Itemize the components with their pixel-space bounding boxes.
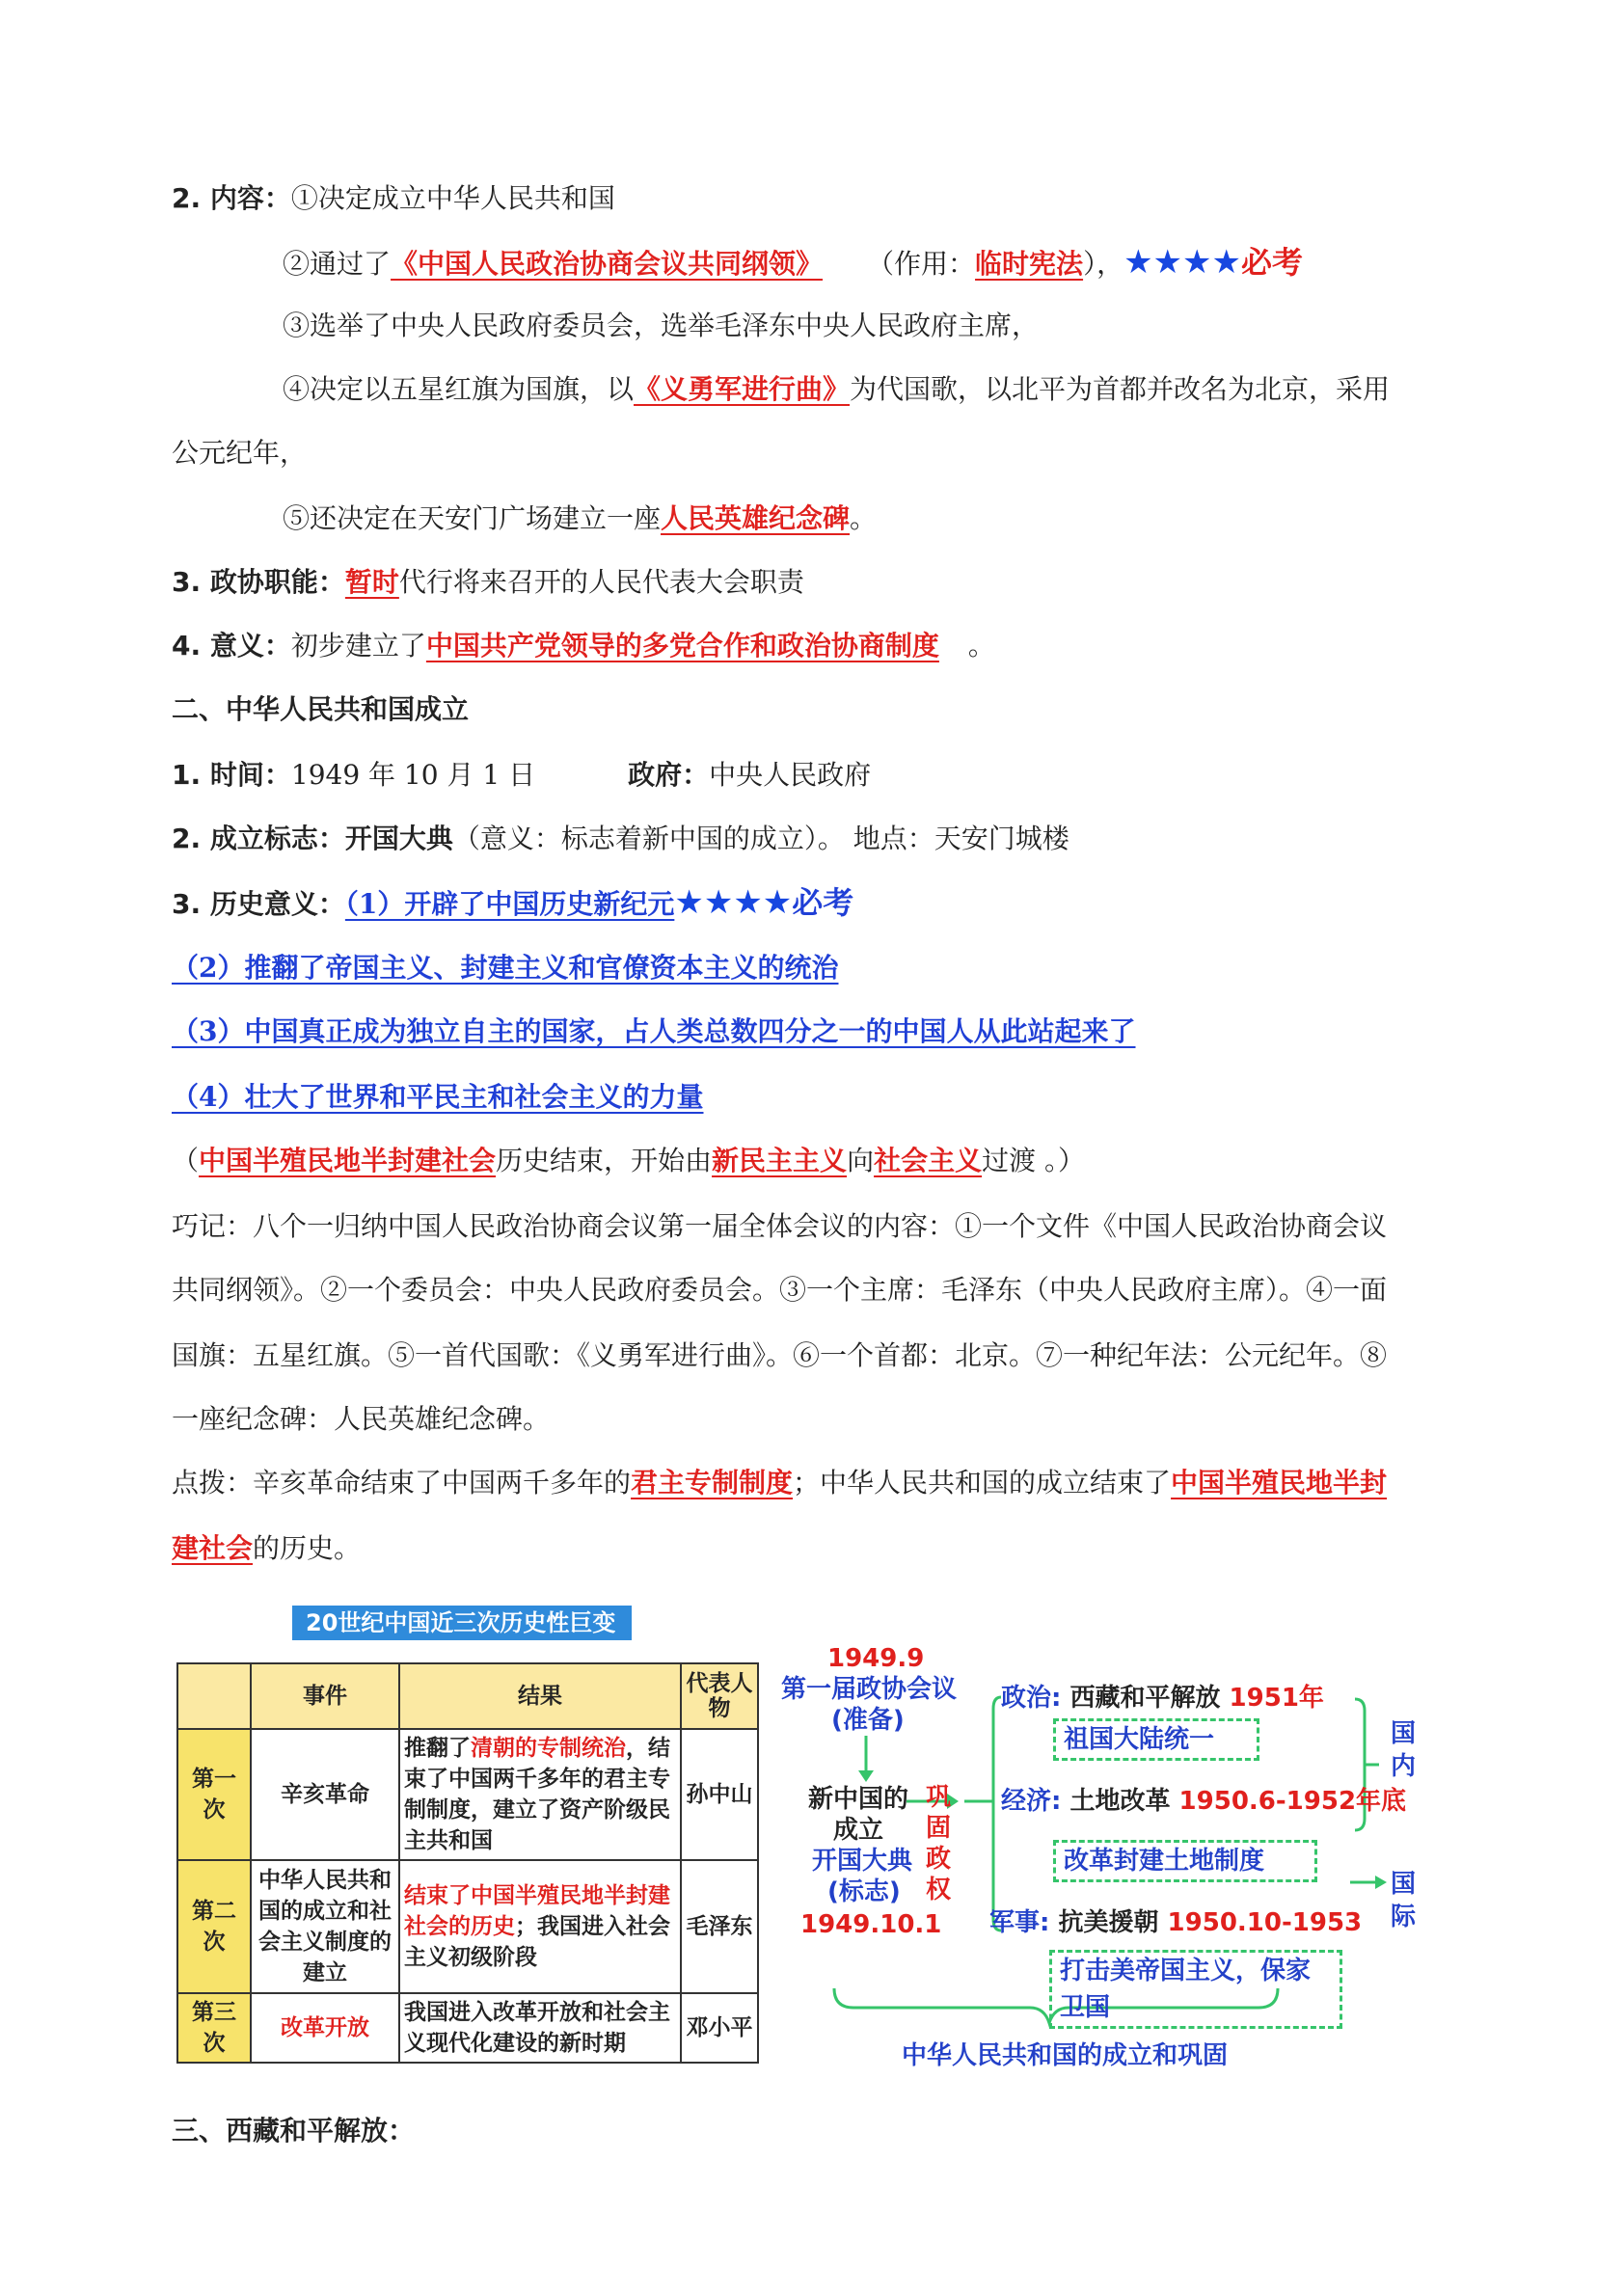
table-title: 20世纪中国近三次历史性巨变 [292,1606,632,1640]
date-1949-9: 1949.9 [827,1644,925,1673]
section-3-title: 三、西藏和平解放： [172,2115,416,2146]
domestic-label: 国 [1391,1719,1417,1748]
tip-line-1: 巧记：八个一归纳中国人民政治协商会议第一届全体会议的内容：①一个文件《中国人民政治协商会议 [172,1210,1388,1242]
international-label: 国 [1391,1870,1417,1899]
first-cppcc: 第一届政协会议 [781,1675,958,1704]
historical-significance: 3. 历史意义：（1）开辟了中国历史新纪元★★★★必考 [172,883,854,922]
significance-point-1: （1）开辟了中国历史新纪元 [344,888,675,920]
diagram-caption: 中华人民共和国的成立和巩固 [902,2041,1229,2070]
note-line-1: 点拨：辛亥革命结束了中国两千多年的君主专制制度；中华人民共和国的成立结束了中国半殖民地半封 [172,1467,1388,1498]
must-test-badge: 必考 [792,884,854,921]
monument-name: 人民英雄纪念碑 [661,502,851,534]
common-program-title: 《中国人民政治协商会议共同纲领》 [391,248,824,280]
significance-point-2: （2）推翻了帝国主义、封建主义和官僚资本主义的统治 [172,952,839,984]
founding-time: 1. 时间：1949 年 10 月 1 日 政府：中央人民政府 [172,759,872,791]
table-row: 第二次 中华人民共和国的成立和社会主义制度的建立 结束了中国半殖民地半封建社会的历史；我国进入社会主义初级阶段 毛泽东 [177,1860,758,1993]
military-row: 军事: 抗美援朝 1950.10-1953 [989,1908,1363,1937]
content-line-4-cont: 公元纪年， [172,437,308,469]
must-test-badge: 必考 [1241,244,1304,281]
cppcc-function: 3. 政协职能：暂时代行将来召开的人民代表大会职责 [172,566,804,598]
resist-us-box: 打击美帝国主义，保家卫国 [1049,1950,1342,2029]
tip-line-3: 国旗：五星红旗。⑤一首代国歌：《义勇军进行曲》。⑥一个首都：北京。⑦一种纪年法：公元纪年。⑧ [172,1339,1388,1371]
economy-row: 经济: 土地改革 1950.6-1952年底 [1001,1787,1407,1816]
content-line-2: ②通过了《中国人民政治协商会议共同纲领》 （作用：临时宪法），★★★★必考 [283,243,1304,282]
content-line-4: ④决定以五星红旗为国旗，以《义勇军进行曲》为代国歌，以北平为首都并改名为北京，采用 [283,373,1391,405]
star-rating-icon: ★★★★ [674,883,793,922]
anthem-title: 《义勇军进行曲》 [634,373,851,405]
provisional-constitution: 临时宪法 [975,248,1084,280]
tip-line-2: 共同纲领》。②一个委员会：中央人民政府委员会。③一个主席：毛泽东（中央人民政府主席）。④一面 [172,1274,1388,1306]
founding-mark: 2. 成立标志：开国大典（意义：标志着新中国的成立）。 地点：天安门城楼 [172,823,1069,854]
temporary-keyword: 暂时 [344,566,399,598]
item-label: 2. 内容： [172,182,291,214]
table-row: 第三次 改革开放 我国进入改革开放和社会主义现代化建设的新时期 邓小平 [177,1993,758,2063]
tip-line-4: 一座纪念碑：人民英雄纪念碑。 [172,1403,551,1435]
transition-line: （中国半殖民地半封建社会历史结束，开始由新民主主义向社会主义过渡 。） [172,1145,1085,1176]
content-line-5: ⑤还决定在天安门广场建立一座人民英雄纪念碑。 [283,502,878,534]
land-reform-box: 改革封建土地制度 [1053,1840,1317,1882]
politics-row: 政治: 西藏和平解放 1951年 [1001,1684,1324,1713]
founding-ceremony: 开国大典 [344,823,453,854]
table-row: 第一次 辛亥革命 推翻了清朝的专制统治，结束了中国两千多年的君主专制制度，建立了资产阶级民主共和国 孙中山 [177,1729,758,1860]
multi-party-system: 中国共产党领导的多党合作和政治协商制度 [425,630,939,662]
date-1949-10-1: 1949.10.1 [800,1910,942,1939]
mainland-unification: 祖国大陆统一 [1053,1718,1259,1761]
note-line-2: 建社会的历史。 [172,1532,362,1564]
founding-ceremony: 开国大典 [812,1847,913,1876]
star-rating-icon: ★★★★ [1123,243,1241,282]
section-2-title: 二、中华人民共和国成立 [172,693,470,725]
significance-line: 4. 意义：初步建立了中国共产党领导的多党合作和政治协商制度 。 [172,630,995,662]
table-header-row: 事件 结果 代表人物 [177,1663,758,1729]
significance-point-3: （3）中国真正成为独立自主的国家，占人类总数四分之一的中国人从此站起来了 [172,1015,1136,1047]
content-line-3: ③选举了中央人民政府委员会，选举毛泽东中央人民政府主席， [283,310,1040,341]
content-line-1: ①决定成立中华人民共和国 [290,182,615,214]
preparation-label: (准备) [831,1706,905,1735]
significance-point-4: （4）壮大了世界和平民主和社会主义的力量 [172,1081,704,1113]
